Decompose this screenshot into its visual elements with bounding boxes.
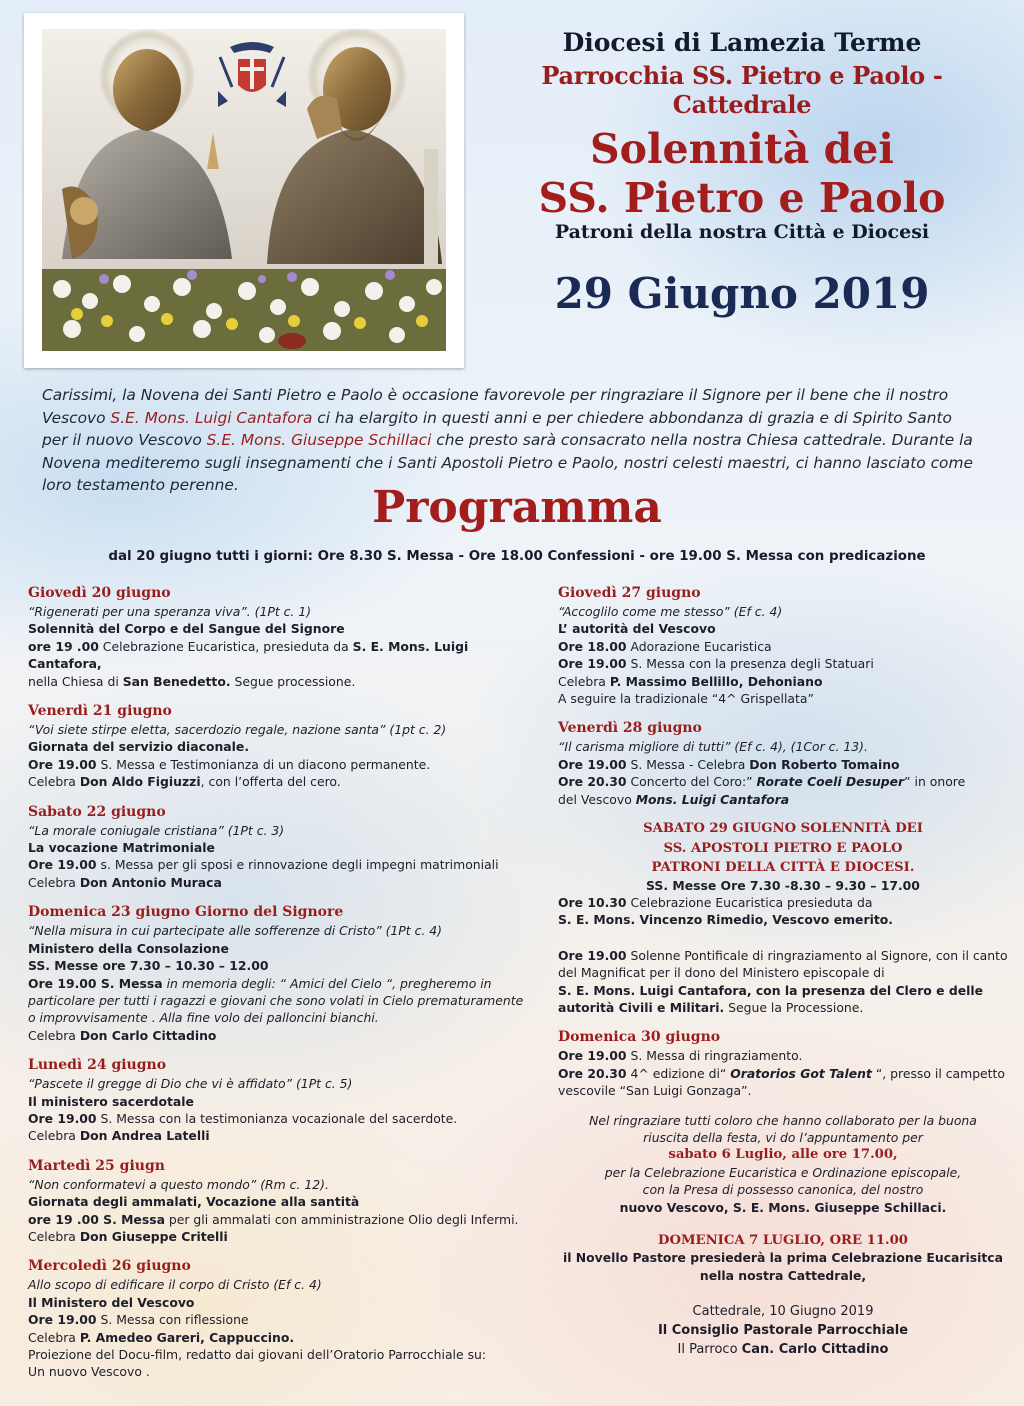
line-text: ” in onore xyxy=(904,774,966,790)
day-line xyxy=(28,1311,528,1328)
line-text: Celebrazione Eucaristica, presieduta da xyxy=(98,638,353,654)
day-title: Domenica 23 giugno Giorno del Signore xyxy=(28,904,344,921)
day-21-giugno xyxy=(28,702,528,791)
line-text: per gli ammalati con amministrazione Olio degli Infermi. xyxy=(164,1211,519,1227)
day-27-giugno xyxy=(558,584,1008,707)
day-quote: “Accoglilo come me stesso” (Ef c. 4) xyxy=(558,604,783,619)
line-text: “, presso il campetto vescovile “San Luigi Gonzaga”. xyxy=(558,1065,1005,1099)
domenica-7-title: DOMENICA 7 LUGLIO, ORE 11.00 xyxy=(658,1233,908,1249)
patroni-subtitle: Patroni della nostra Città e Diocesi xyxy=(554,221,930,243)
time-label: Ore 10.30 xyxy=(558,894,627,910)
time-label: Ore 19.00 xyxy=(28,1312,97,1328)
time-label: Ore 19.00 xyxy=(558,656,627,672)
day-theme: La vocazione Matrimoniale xyxy=(28,840,215,856)
day-title: Giovedì 20 giugno xyxy=(28,585,171,601)
line-text: S. Messa con riflessione xyxy=(96,1312,249,1328)
day-title: Mercoledì 26 giugno xyxy=(28,1258,191,1275)
day-line: Proiezione del Docu-film, redatto dai giovani dell’Oratorio Parrocchiale su: xyxy=(28,1347,487,1362)
domenica-7-line: nella nostra Cattedrale, xyxy=(699,1267,867,1283)
day-line xyxy=(28,856,528,873)
line-text: Celebra xyxy=(28,1329,80,1345)
day-quote: “Non conformatevi a questo mondo” (Rm c. 12). xyxy=(28,1176,329,1192)
celebrant-name: Mons. Luigi Cantafora xyxy=(635,791,790,807)
day-line xyxy=(558,673,1008,690)
day-line xyxy=(558,982,1008,1017)
day-line xyxy=(558,894,1008,911)
day-25-giugno xyxy=(28,1157,528,1246)
day-line xyxy=(558,947,1008,982)
day-line: S. E. Mons. Vincenzo Rimedio, Vescovo emerito. xyxy=(558,912,893,928)
line-text: S. Messa con la testimonianza vocazionale del sacerdote. xyxy=(96,1110,458,1126)
day-line: Un nuovo Vescovo . xyxy=(28,1364,150,1380)
day-line xyxy=(558,655,1008,672)
day-quote: “Pascete il gregge di Dio che vi è affidato” (1Pt c. 5) xyxy=(28,1076,353,1092)
diocesi-title: Diocesi di Lamezia Terme xyxy=(562,28,922,57)
domenica-7-luglio xyxy=(558,1232,1008,1284)
header xyxy=(470,28,1014,318)
solemnity-title: PATRONI DELLA CITTÀ E DIOCESI. xyxy=(651,860,915,876)
day-quote: Allo scopo di edificare il corpo di Cristo (Ef c. 4) xyxy=(28,1277,322,1293)
saints-statues-photo xyxy=(42,29,446,351)
day-theme: Solennità del Corpo e del Sangue del Signore xyxy=(28,621,345,637)
day-quote: “Il carisma migliore di tutti” (Ef c. 4), (1Cor c. 13). xyxy=(558,739,868,755)
line-text: in memoria degli: “ Amici del Cielo “, pregheremo in particolare per tutti i ragazzi e giovani che sono volati in Cielo prematuramente o improvvisamente . Alla fine volo dei palloncini bianchi. xyxy=(28,975,524,1026)
day-theme: Ministero della Consolazione xyxy=(28,940,229,956)
day-line xyxy=(558,791,1008,808)
day-quote: “Voi siete stirpe eletta, sacerdozio regale, nazione santa” (1pt c. 2) xyxy=(28,722,447,738)
day-title: Venerdì 21 giugno xyxy=(28,703,172,720)
thanks-note xyxy=(558,1112,1008,1216)
day-24-giugno xyxy=(28,1056,528,1145)
thanks-line: nuovo Vescovo, S. E. Mons. Giuseppe Schillaci. xyxy=(619,1199,947,1215)
celebrant-name: P. Massimo Bellillo, Dehoniano xyxy=(609,673,823,689)
line-text: Adorazione Eucaristica xyxy=(626,638,772,654)
day-title: Venerdì 28 giugno xyxy=(558,720,702,737)
line-text: Celebra xyxy=(28,774,80,790)
time-label: ore 19 .00 xyxy=(28,638,99,654)
day-title: Domenica 30 giugno xyxy=(558,1029,721,1046)
intro-text: che presto sarà consacrato nella nostra Chiesa cattedrale. Durante la Novena mediteremo sugli insegnamenti che i Santi Apostoli Pietro e Paolo, nostri celesti maestri, ci hanno lasciato come loro testamento perenne. xyxy=(42,431,973,494)
time-label: Ore 19.00 xyxy=(558,756,627,772)
day-title: Giovedì 27 giugno xyxy=(558,585,701,601)
council-name: Il Consiglio Pastorale Parrocchiale xyxy=(657,1323,909,1339)
day-line xyxy=(28,1027,528,1044)
day-22-giugno xyxy=(28,803,528,892)
celebrant-name: Don Antonio Muraca xyxy=(79,874,222,890)
day-26-giugno xyxy=(28,1257,528,1380)
event-title: Oratorios Got Talent xyxy=(730,1065,872,1081)
day-20-giugno xyxy=(28,584,528,690)
thanks-date: sabato 6 Luglio, alle ore 17.00, xyxy=(668,1147,898,1163)
day-theme: Giornata del servizio diaconale. xyxy=(28,739,250,755)
intro-highlight: S.E. Mons. Luigi Cantafora xyxy=(110,408,313,427)
time-label: Ore 20.30 xyxy=(558,774,627,790)
signature-block xyxy=(558,1302,1008,1359)
intro-highlight: S.E. Mons. Giuseppe Schillaci xyxy=(206,431,432,449)
place-date: Cattedrale, 10 Giugno 2019 xyxy=(692,1304,874,1320)
line-text: S. Messa e Testimonianza di un diacono permanente. xyxy=(96,756,431,772)
line-text: Celebra xyxy=(28,1027,80,1043)
day-quote: “Nella misura in cui partecipate alle sofferenze di Cristo” (1Pt c. 4) xyxy=(28,923,442,939)
day-line xyxy=(28,1329,528,1346)
day-quote: “La morale coniugale cristiana” (1Pt c. 3) xyxy=(28,822,285,838)
solemnity-title: SS. APOSTOLI PIETRO E PAOLO xyxy=(663,840,903,856)
time-label: Ore 19.00 xyxy=(28,857,97,873)
day-line xyxy=(28,1127,528,1144)
parrocchia-title: Parrocchia SS. Pietro e Paolo - Cattedrale xyxy=(541,61,943,119)
line-text: Celebrazione Eucaristica presieduta da xyxy=(626,894,873,910)
day-title: Lunedì 24 giugno xyxy=(28,1057,167,1074)
time-label: Ore 19.00 xyxy=(558,947,627,963)
time-label: Ore 19.00 S. Messa xyxy=(28,975,163,991)
day-quote: “Rigenerati per una speranza viva”. (1Pt c. 1) xyxy=(28,604,312,619)
mass-times: SS. Messe ore 7.30 – 10.30 – 12.00 xyxy=(28,958,269,974)
intro-text: Carissimi, la Novena dei Santi Pietro e Paolo è occasione favorevole per ringraziare il Signore per il bene che il nostro Vescovo xyxy=(42,386,949,427)
thanks-line: Nel ringraziare tutti coloro che hanno collaborato per la buona xyxy=(589,1112,977,1128)
program-left-column xyxy=(28,584,528,1393)
line-text: Celebra xyxy=(28,1228,80,1244)
celebrant-name: Don Aldo Figiuzzi xyxy=(79,774,201,790)
parroco-label: Il Parroco xyxy=(677,1342,742,1358)
line-text: nella Chiesa di xyxy=(28,673,123,689)
celebrant-name: Don Andrea Latelli xyxy=(79,1128,210,1144)
line-text: Celebra xyxy=(558,673,610,689)
celebrant-name: S. E. Mons. Luigi Cantafora, xyxy=(28,638,469,672)
line-text: S. Messa - Celebra xyxy=(626,756,750,772)
intro-text: ci ha elargito in questi anni e per chiedere abbondanza di grazia e di Spirito Santo per il nuovo Vescovo xyxy=(42,408,952,449)
day-line xyxy=(28,638,528,673)
celebrant-name: Don Giuseppe Critelli xyxy=(79,1228,228,1244)
day-30-giugno xyxy=(558,1028,1008,1099)
intro-paragraph xyxy=(42,384,982,497)
celebrant-name: Don Carlo Cittadino xyxy=(79,1027,217,1043)
day-line xyxy=(558,1065,1008,1100)
program-right-column xyxy=(558,584,1008,1359)
celebrant-name: S. E. Mons. Luigi Cantafora, con la presenza del Clero e delle autorità Civili e Militari. xyxy=(558,982,984,1015)
line-text: , con l’offerta del cero. xyxy=(200,774,341,790)
line-text: Segue la Processione. xyxy=(724,1000,864,1015)
day-line xyxy=(28,673,528,690)
time-label: Ore 19.00 xyxy=(28,756,97,772)
thanks-line: per la Celebrazione Eucaristica e Ordinazione episcopale, xyxy=(604,1164,962,1180)
celebrant-name: P. Amedeo Gareri, Cappuccino. xyxy=(79,1329,295,1345)
day-23-giugno xyxy=(28,903,528,1044)
time-label: Ore 18.00 xyxy=(558,638,627,654)
day-theme: Il Ministero del Vescovo xyxy=(28,1294,195,1310)
concert-title: Rorate Coeli Desuper xyxy=(756,774,905,790)
time-label: ore 19 .00 S. Messa xyxy=(28,1211,165,1227)
line-text: Solenne Pontificale di ringraziamento al Signore, con il canto del Magnificat per il dono del Ministero episcopale di xyxy=(558,947,1008,981)
daily-schedule: dal 20 giugno tutti i giorni: Ore 8.30 S. Messa - Ore 18.00 Confessioni - ore 19.00 S. Messa con predicazione xyxy=(108,549,926,564)
line-text: Concerto del Coro:” xyxy=(626,774,757,790)
thanks-line: con la Presa di possesso canonica, del nostro xyxy=(642,1182,924,1198)
solemnity-title: SABATO 29 GIUGNO SOLENNITÀ DEI xyxy=(643,821,923,837)
thanks-line: riuscita della festa, vi do l’appuntamento per xyxy=(643,1130,923,1146)
parroco-line xyxy=(558,1340,1008,1359)
line-text: Celebra xyxy=(28,1128,80,1144)
solennita-title: Solennità dei xyxy=(590,125,894,173)
celebrant-name: Don Roberto Tomaino xyxy=(749,756,900,772)
day-29-giugno xyxy=(558,820,1008,1016)
event-date: 29 Giugno 2019 xyxy=(554,269,930,318)
line-text: Celebra xyxy=(28,874,80,890)
photo-frame xyxy=(24,13,464,368)
day-line xyxy=(28,975,528,1027)
day-theme: L’ autorità del Vescovo xyxy=(558,621,716,637)
place-name: San Benedetto. xyxy=(122,673,231,689)
line-text: S. Messa con la presenza degli Statuari xyxy=(626,656,874,672)
line-text: s. Messa per gli sposi e rinnovazione degli impegni matrimoniali xyxy=(96,857,499,873)
mass-times: SS. Messe Ore 7.30 -8.30 – 9.30 – 17.00 xyxy=(646,877,920,893)
day-theme: Giornata degli ammalati, Vocazione alla santità xyxy=(28,1194,360,1210)
time-label: Ore 19.00 xyxy=(558,1048,627,1064)
day-line xyxy=(558,638,1008,655)
day-title: Sabato 22 giugno xyxy=(28,803,166,820)
day-line xyxy=(558,773,1008,790)
programma-title: Programma xyxy=(372,482,662,533)
day-line xyxy=(28,1211,528,1228)
day-line: A seguire la tradizionale “4^ Grispellata” xyxy=(558,691,814,707)
day-line xyxy=(28,1228,528,1245)
parroco-name: Can. Carlo Cittadino xyxy=(741,1342,889,1358)
day-line xyxy=(28,1110,528,1127)
day-line xyxy=(558,1047,1008,1064)
time-label: Ore 20.30 xyxy=(558,1065,627,1081)
line-text: del Vescovo xyxy=(558,791,636,807)
line-text: Segue processione. xyxy=(230,673,356,689)
line-text: S. Messa di ringraziamento. xyxy=(626,1048,803,1064)
domenica-7-line: il Novello Pastore presiederà la prima Celebrazione Eucarisitca xyxy=(562,1250,1004,1266)
time-label: Ore 19.00 xyxy=(28,1110,97,1126)
day-theme: Il ministero sacerdotale xyxy=(28,1093,194,1109)
day-line xyxy=(28,874,528,891)
day-title: Martedì 25 giugn xyxy=(28,1157,165,1174)
day-line xyxy=(28,756,528,773)
line-text: 4^ edizione di“ xyxy=(626,1065,731,1081)
day-line xyxy=(558,756,1008,773)
day-28-giugno xyxy=(558,719,1008,808)
santi-title: SS. Pietro e Paolo xyxy=(538,174,946,222)
day-line xyxy=(28,773,528,790)
